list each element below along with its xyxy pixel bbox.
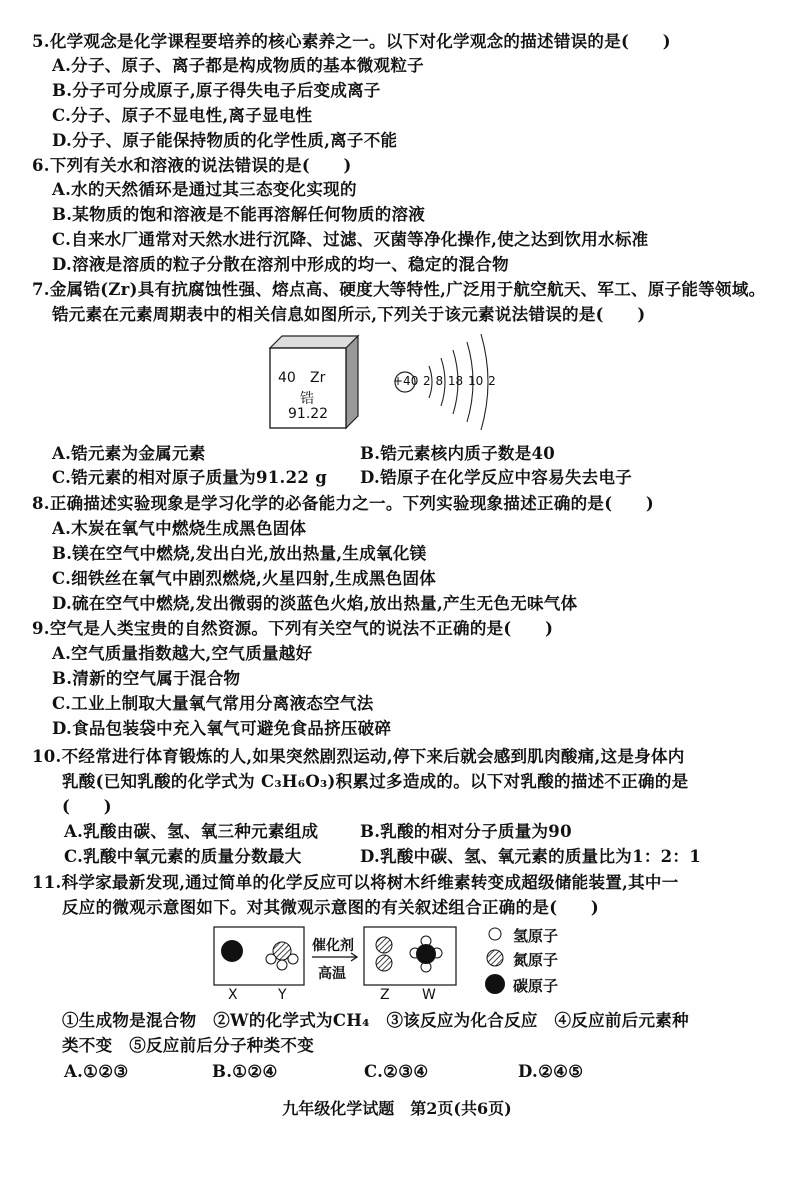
z-nitrogen-atom-bottom [376,955,392,971]
atom-shells: 2 8 18 10 2 [423,374,496,388]
page-footer: 九年级化学试题 第2页(共6页) [282,1099,512,1118]
q8-stem: 8.正确描述实验现象是学习化学的必备能力之一。下列实验现象描述正确的是( ) [32,494,655,513]
q11-stem-line2: 反应的微观示意图如下。对其微观示意图的有关叙述组合正确的是( ) [62,898,600,917]
q7-option-a: A.锆元素为金属元素 [52,444,206,463]
q7-option-d: D.锆原子在化学反应中容易失去电子 [360,468,633,487]
q11-option-b: B.①②④ [212,1062,278,1081]
legend-nitrogen: 氮原子 [513,951,559,969]
q11-stem-line1: 11.科学家最新发现,通过简单的化学反应可以将树木纤维素转变成超级储能装置,其中一 [32,873,679,892]
atom-nucleus: +40 [393,374,419,388]
label-z: Z [380,987,390,1003]
q5-option-c: C.分子、原子不显电性,离子显电性 [52,106,313,125]
q6-option-a: A.水的天然循环是通过其三态变化实现的 [52,180,357,199]
q7-option-c: C.锆元素的相对原子质量为91.22 g [52,468,328,487]
q8-option-b: B.镁在空气中燃烧,发出白光,放出热量,生成氧化镁 [52,544,427,563]
x-carbon-atom [221,940,243,962]
q5-option-d: D.分子、原子能保持物质的化学性质,离子不能 [52,131,398,150]
q5-stem: 5.化学观念是化学课程要培养的核心素养之一。以下对化学观念的描述错误的是( ) [32,32,671,51]
q10-stem-line1: 10.不经常进行体育锻炼的人,如果突然剧烈运动,停下来后就会感到肌肉酸痛,这是身体内 [32,747,685,766]
q11-statements-line1: ①生成物是混合物 ②W的化学式为CH₄ ③该反应为化合反应 ④反应前后元素种 [62,1011,689,1030]
nitrogen-legend-icon [487,950,503,966]
label-w: W [422,987,436,1003]
q7-stem-line2: 锆元素在元素周期表中的相关信息如图所示,下列关于该元素说法错误的是( ) [52,305,646,324]
hydrogen-legend-icon [489,928,501,940]
q9-stem: 9.空气是人类宝贵的自然资源。下列有关空气的说法不正确的是( ) [32,619,554,638]
q7-option-b: B.锆元素核内质子数是40 [360,444,556,463]
atom-structure-diagram [385,328,505,432]
legend-hydrogen: 氢原子 [513,927,559,945]
catalyst-label: 催化剂 [312,938,354,954]
element-name: 锆 [300,391,314,407]
condition-label: 高温 [318,966,346,982]
carbon-legend-icon [485,974,505,994]
q6-option-c: C.自来水厂通常对天然水进行沉降、过滤、灭菌等净化操作,使之达到饮用水标准 [52,230,649,249]
label-y: Y [278,987,287,1003]
q10-stem-line3: ( ) [62,797,112,816]
element-number: 40 [278,370,296,386]
q6-option-b: B.某物质的饱和溶液是不能再溶解任何物质的溶液 [52,205,426,224]
q10-option-a: A.乳酸由碳、氢、氧三种元素组成 [64,822,319,841]
q10-option-b: B.乳酸的相对分子质量为90 [360,822,572,841]
q11-option-a: A.①②③ [64,1062,129,1081]
q11-statements-line2: 类不变 ⑤反应前后分子种类不变 [62,1036,314,1055]
q6-option-d: D.溶液是溶质的粒子分散在溶剂中形成的均一、稳定的混合物 [52,255,509,274]
q7-stem-line1: 7.金属锆(Zr)具有抗腐蚀性强、熔点高、硬度大等特性,广泛用于航空航天、军工、原子能等领域。 [32,280,766,299]
element-symbol: Zr [310,370,326,386]
label-x: X [228,987,238,1003]
q10-option-d: D.乳酸中碳、氢、氧元素的质量比为1：2：1 [360,847,702,866]
z-nitrogen-atom-top [376,937,392,953]
q8-option-c: C.细铁丝在氧气中剧烈燃烧,火星四射,生成黑色固体 [52,569,437,588]
q10-option-c: C.乳酸中氧元素的质量分数最大 [64,847,302,866]
q5-option-a: A.分子、原子、离子都是构成物质的基本微观粒子 [52,56,424,75]
q9-option-b: B.清新的空气属于混合物 [52,669,241,688]
q8-option-a: A.木炭在氧气中燃烧生成黑色固体 [52,519,307,538]
element-mass: 91.22 [288,406,329,422]
q10-stem-line2: 乳酸(已知乳酸的化学式为 C₃H₆O₃)积累过多造成的。以下对乳酸的描述不正确的是 [62,772,689,791]
w-carbon-atom [416,944,436,964]
q5-option-b: B.分子可分成原子,原子得失电子后变成离子 [52,81,381,100]
legend-carbon: 碳原子 [513,977,559,995]
q6-stem: 6.下列有关水和溶液的说法错误的是( ) [32,156,352,175]
q8-option-d: D.硫在空气中燃烧,发出微弱的淡蓝色火焰,放出热量,产生无色无味气体 [52,594,578,613]
q11-option-d: D.②④⑤ [518,1062,584,1081]
q9-option-d: D.食品包装袋中充入氧气可避免食品挤压破碎 [52,719,392,738]
q9-option-c: C.工业上制取大量氧气常用分离液态空气法 [52,694,374,713]
element-tile-figure [266,330,366,430]
q11-option-c: C.②③④ [364,1062,429,1081]
q9-option-a: A.空气质量指数越大,空气质量越好 [52,644,313,663]
